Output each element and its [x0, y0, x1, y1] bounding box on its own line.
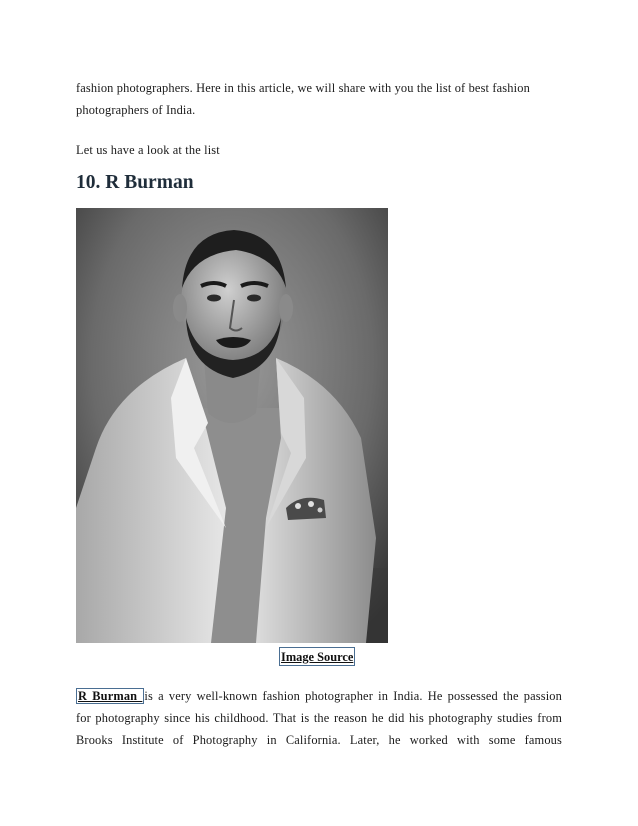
intro-line-2: photographers of India. — [76, 103, 196, 117]
body-line-3: Brooks Institute of Photography in California. Later, he worked with some famous — [76, 733, 562, 747]
intro-paragraph — [76, 77, 562, 121]
intro-line-1: fashion photographers. Here in this article, we will share with you the list of best fashion — [76, 81, 530, 95]
body-line-1-text: is a very well-known fashion photographer in India. He possessed the passion — [144, 689, 562, 703]
lead-paragraph: Let us have a look at the list — [76, 143, 220, 157]
section-heading: 10. R Burman — [76, 172, 194, 193]
image-source-link[interactable]: Image Source — [279, 647, 355, 666]
body-paragraph — [76, 685, 562, 751]
body-line-2: for photography since his childhood. That is the reason he did his photography studies from — [76, 711, 562, 725]
body-line-1 — [76, 685, 562, 707]
portrait-photo — [76, 208, 388, 643]
name-link[interactable]: R Burman — [78, 689, 143, 703]
portrait-image — [76, 208, 388, 643]
